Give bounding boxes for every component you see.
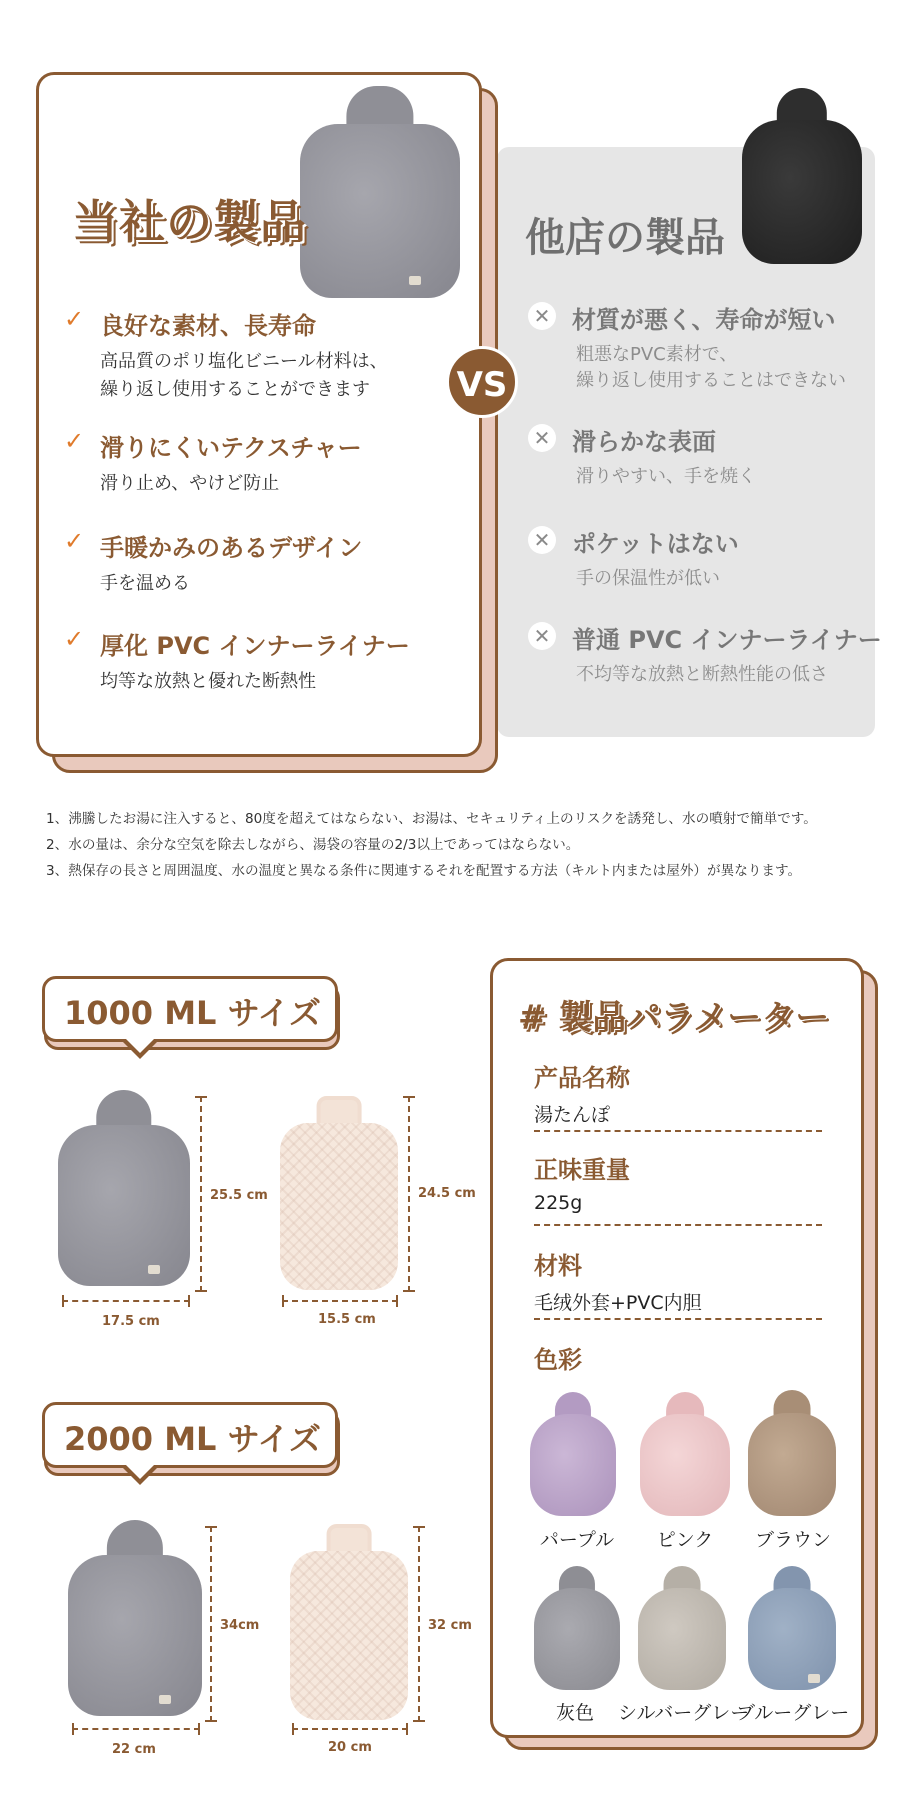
pvc-inner-bottle-1000ml-image [280,1096,398,1290]
feature-title: ポケットはない [572,530,739,558]
feature-title: 厚化 PVC インナーライナー [100,632,410,660]
swatch-label-silver-gray: シルバーグレー [618,1702,750,1724]
feature-title: 滑りにくいテクスチャー [100,434,362,462]
gray-swatch-image [534,1566,620,1690]
cross-icon: ✕ [528,424,556,452]
feature-description: 滑り止め、やけど防止 [100,473,280,494]
pvc-2000-height: 32 cm [428,1618,472,1633]
feature-title: 材質が悪く、寿命が短い [572,306,836,334]
height-dimension-line [200,1096,202,1292]
pvc-1000-width: 15.5 cm [318,1312,376,1327]
gray-plush-bottle-1000ml-image [58,1090,190,1286]
param-value-material: 毛绒外套+PVC内胆 [534,1292,702,1314]
usage-notes [46,806,817,884]
cross-icon: ✕ [528,526,556,554]
feature-description: 粗悪なPVC素材で、 繰り返し使用することはできない [576,344,846,391]
brown-swatch-image [748,1390,836,1516]
feature-title: 手暖かみのあるデザイン [100,534,363,562]
feature-title: 滑らかな表面 [572,428,716,456]
purple-swatch-image [530,1392,616,1516]
height-dimension-line [418,1526,420,1722]
param-label-product-name: 产品名称 [534,1064,630,1092]
size-label-2000ml: 2000 ML サイズ [64,1420,322,1458]
param-value-net-weight: 225g [534,1192,583,1214]
note-line: 3、熱保存の長さと周囲温度、水の温度と異なる条件に関連するそれを配置する方法（キルト内または屋外）が異なります。 [46,863,802,879]
plush-1000-height: 25.5 cm [210,1188,268,1203]
blue-gray-swatch-image [748,1566,836,1690]
feature-description: 手を温める [100,573,190,594]
pvc-1000-height: 24.5 cm [418,1186,476,1201]
width-dimension-line [72,1728,200,1730]
param-divider [534,1130,822,1132]
cross-icon: ✕ [528,302,556,330]
plush-2000-width: 22 cm [112,1742,156,1757]
gray-plush-bottle-2000ml-image [68,1520,202,1716]
width-dimension-line [292,1728,408,1730]
pink-swatch-image [640,1392,730,1516]
note-line: 2、水の量は、余分な空気を除去しながら、湯袋の容量の2/3以上であってはならない。 [46,837,580,853]
swatch-label-gray: 灰色 [555,1702,594,1724]
swatch-label-blue-gray: ブルーグレー [736,1702,850,1724]
feature-description: 手の保温性が低い [576,568,720,589]
size-label-1000ml: 1000 ML サイズ [64,994,322,1032]
param-label-net-weight: 正味重量 [534,1156,630,1184]
param-divider [534,1224,822,1226]
pvc-inner-bottle-2000ml-image [290,1524,408,1720]
feature-title: 普通 PVC インナーライナー [572,626,882,654]
our-product-title: 当社の製品 [72,195,307,249]
width-dimension-line [282,1300,398,1302]
feature-description: 不均等な放熱と断熱性能の低さ [576,664,828,685]
width-dimension-line [62,1300,190,1302]
feature-description: 滑りやすい、手を焼く [576,466,756,487]
feature-description: 均等な放熱と優れた断熱性 [100,671,316,692]
check-icon: ✓ [64,305,85,333]
competitor-product-title: 他店の製品 [525,215,725,261]
height-dimension-line [408,1096,410,1292]
feature-title: 良好な素材、長寿命 [100,312,316,340]
black-plush-bottle-image [742,88,862,264]
swatch-label-pink: ピンク [656,1529,714,1551]
param-label-material: 材料 [534,1252,582,1280]
check-icon: ✓ [64,527,85,555]
silver-gray-swatch-image [638,1566,726,1690]
plush-2000-height: 34cm [220,1618,260,1633]
feature-description: 高品質のポリ塩化ビニール材料は、 繰り返し使用することができます [100,351,388,400]
param-divider [534,1318,822,1320]
params-title: # 製品パラメーター [518,998,830,1038]
pvc-2000-width: 20 cm [328,1740,372,1755]
swatch-label-purple: パープル [539,1529,615,1551]
plush-1000-width: 17.5 cm [102,1314,160,1329]
param-label-color: 色彩 [534,1346,582,1374]
gray-plush-bottle-image [300,86,460,298]
check-icon: ✓ [64,625,85,653]
height-dimension-line [210,1526,212,1722]
check-icon: ✓ [64,427,85,455]
note-line: 1、沸騰したお湯に注入すると、80度を超えてはならない、お湯は、セキュリティ上のリスクを誘発し、水の噴射で簡単です。 [46,811,817,827]
swatch-label-brown: ブラウン [754,1529,831,1551]
cross-icon: ✕ [528,622,556,650]
vs-badge: VS [446,346,518,418]
param-value-product-name: 湯たんぽ [534,1104,611,1126]
